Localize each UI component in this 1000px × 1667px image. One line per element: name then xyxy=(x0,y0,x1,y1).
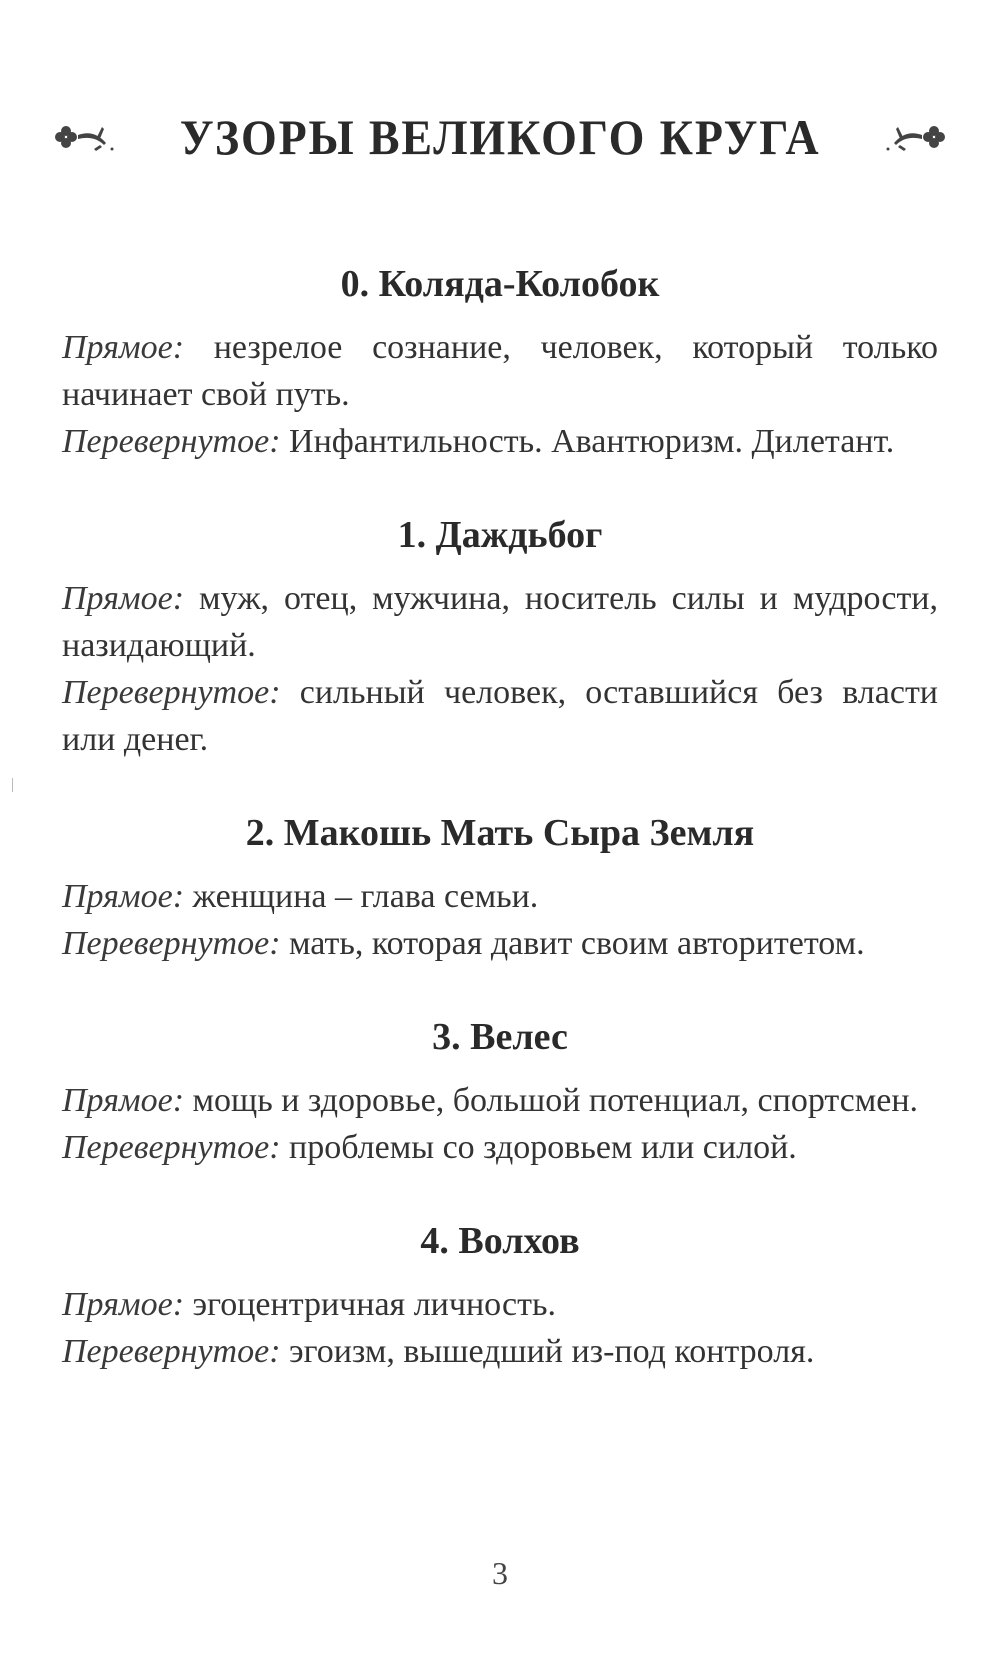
reversed-label: Перевернутое: xyxy=(62,674,281,711)
card-title: 1. Даждьбог xyxy=(397,514,603,556)
reversed-text: проблемы со здоровьем или силой. xyxy=(289,1129,797,1166)
card-section-4 xyxy=(62,1219,938,1375)
upright-label: Прямое: xyxy=(62,1082,185,1119)
card-title: 3. Велес xyxy=(432,1016,568,1058)
reversed-meaning xyxy=(62,418,938,465)
page-number: 3 xyxy=(492,1555,508,1591)
upright-label: Прямое: xyxy=(62,580,185,617)
floral-ornament-icon xyxy=(54,117,134,157)
upright-meaning xyxy=(62,575,938,669)
reversed-label: Перевернутое: xyxy=(62,1333,281,1370)
reversed-meaning xyxy=(62,920,938,967)
reversed-text: эгоизм, вышедший из-под контроля. xyxy=(289,1333,815,1370)
reversed-label: Перевернутое: xyxy=(62,1129,281,1166)
reversed-text: Инфантильность. Авантюризм. Дилетант. xyxy=(289,423,895,460)
reversed-label: Перевернутое: xyxy=(62,925,281,962)
upright-meaning xyxy=(62,1281,938,1328)
upright-meaning xyxy=(62,873,938,920)
upright-text: женщина – глава семьи. xyxy=(192,878,539,915)
card-section-1 xyxy=(62,513,938,763)
upright-label: Прямое: xyxy=(62,329,185,366)
upright-text: эгоцентричная личность. xyxy=(192,1286,556,1323)
upright-text: мощь и здоровье, большой потенциал, спортсмен. xyxy=(192,1082,919,1119)
scan-edge-mark xyxy=(12,778,13,792)
card-title: 2. Макошь Мать Сыра Земля xyxy=(245,812,755,854)
card-section-2 xyxy=(62,811,938,967)
upright-meaning xyxy=(62,324,938,418)
reversed-meaning xyxy=(62,669,938,763)
reversed-text: сильный человек, оставшийся без власти или денег. xyxy=(62,674,939,758)
reversed-text: мать, которая давит своим авторитетом. xyxy=(289,925,865,962)
reversed-meaning xyxy=(62,1124,938,1171)
card-section-0 xyxy=(62,262,938,465)
card-section-3 xyxy=(62,1015,938,1171)
page-title: УЗОРЫ ВЕЛИКОГО КРУГА xyxy=(179,109,821,165)
page-header xyxy=(0,108,1000,166)
upright-meaning xyxy=(62,1077,938,1124)
upright-label: Прямое: xyxy=(62,1286,185,1323)
card-title: 4. Волхов xyxy=(420,1220,580,1262)
upright-text: незрелое сознание, человек, который только начинает свой путь. xyxy=(62,329,939,413)
card-list xyxy=(62,262,938,1375)
reversed-meaning xyxy=(62,1328,938,1375)
upright-text: муж, отец, мужчина, носитель силы и мудрости, назидающий. xyxy=(62,580,938,664)
upright-label: Прямое: xyxy=(62,878,185,915)
card-title: 0. Коляда-Колобок xyxy=(340,263,660,305)
reversed-label: Перевернутое: xyxy=(62,423,281,460)
floral-ornament-icon xyxy=(866,117,946,157)
